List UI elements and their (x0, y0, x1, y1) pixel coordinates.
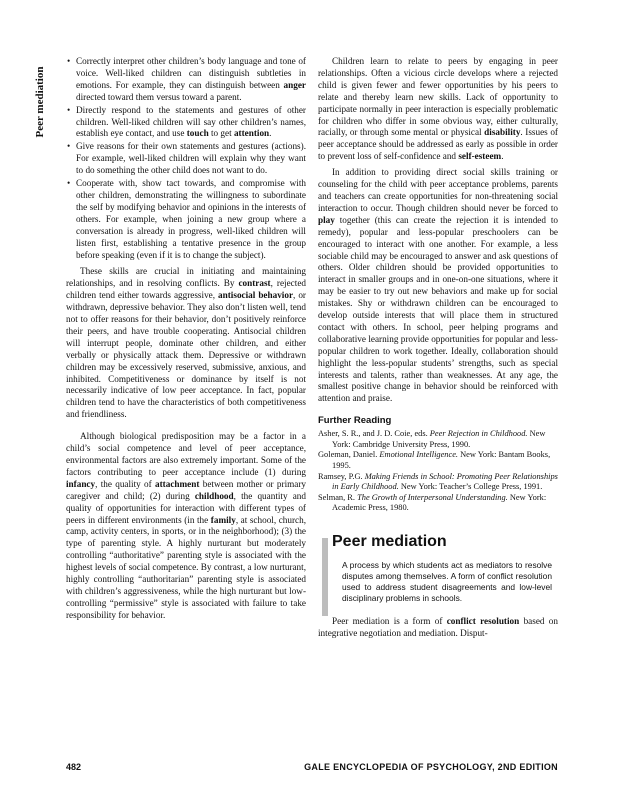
skills-list (66, 56, 306, 261)
paragraph: In addition to providing direct social skills training or counseling for the child with peer acceptance problems, parents and teachers can create opportunities for non-threatening social interaction to occur. Though children should never be forced to play together (this can create the rejection it is intended to remedy), popular and less-popular preschoolers can be encouraged to interact with one another. For example, a less sociable child may be encouraged to answer and ask questions of others. Older children should be provided opportunities to interact in smaller groups and in one-on-one situations, where it may be easier to try out new behaviors and make up for social mistakes. Shy or withdrawn children can be encouraged to develop outside interests that will place them in structured contact with others. In school, peer helping programs and collaborative learning provide opportunities for popular and less-popular children to work together. Ideally, collaboration should highlight the less-popular students’ strengths, such as special interests and talents, rather than weaknesses. At any age, the smallest positive change in behavior should be reinforced with attention and praise. (318, 167, 558, 404)
list-item: • Give reasons for their own statements and gestures (actions). For example, well-liked children will explain why they want to do something the other child does not want to do. (67, 141, 306, 176)
paragraph: Children learn to relate to peers by engaging in peer relationships. Often a vicious circle develops where a rejected child is given fewer and fewer opportunities by his peers to relate and thereby learn new skills. Lack of opportunity to participate normally in peer interaction is especially problematic for children who differ in some obvious way, either culturally, racially, or through some mental or physical disability. Issues of peer acceptance should be addressed as early as possible in order to prevent loss of self-confidence and self-esteem. (318, 56, 558, 162)
reference-item: Selman, R. The Growth of Interpersonal Understanding. New York: Academic Press, 1980. (318, 492, 547, 513)
bullet-icon: • (67, 56, 71, 66)
publication-title: GALE ENCYCLOPEDIA OF PSYCHOLOGY, 2ND EDITION (304, 762, 558, 772)
paragraph: These skills are crucial in initiating and maintaining relationships, and in resolving conflicts. By contrast, rejected children tend either towards aggressive, antisocial behavior, or withdrawn, depressive behavior. They also don’t listen well, tend not to offer reasons for their behavior, don’t positively reinforce their peers, and have trouble cooperating. Antisocial children will interrupt people, dominate other children, and either verbally or physically attack them. Depressive or withdrawn children may be excessively reserved, submissive, anxious, and inhibited. Competitiveness or dominance by itself is not necessarily indicative of low peer acceptance. In fact, popular children tend to have the characteristics of both competitiveness and friendliness. (66, 266, 306, 420)
list-item: • Correctly interpret other children’s body language and tone of voice. Well-liked children can distinguish subtleties in emotions. For example, they can distinguish between anger directed toward them versus toward a parent. (67, 56, 306, 102)
entry-header (332, 532, 558, 612)
bullet-icon: • (67, 141, 71, 152)
page-number: 482 (66, 762, 82, 772)
further-reading-heading: Further Reading (318, 415, 392, 427)
right-column (318, 56, 558, 640)
sidebar-tab (34, 62, 48, 142)
reference-item: Ramsey, P.G. Making Friends in School: Promoting Peer Relationships in Early Childhood. New York: Teacher’s College Press, 1991. (318, 471, 558, 492)
sidebar-label: Peer mediation (34, 66, 46, 138)
list-item: • Directly respond to the statements and gestures of other children. Well-liked children will say other children’s names, establish eye contact, and use touch to get attention. (67, 104, 306, 139)
left-column (66, 56, 306, 622)
entry-marker-bar (322, 538, 328, 616)
reference-list (318, 429, 558, 514)
entry-definition: A process by which students act as mediators to resolve disputes among themselves. A form of conflict resolution used to address student disagreements and low-level disciplinary problems in schools. (342, 559, 552, 603)
page-footer (66, 762, 558, 776)
bullet-icon: • (67, 178, 71, 189)
entry-title: Peer mediation (332, 532, 447, 550)
paragraph: Although biological predisposition may be a factor in a child’s social competence and level of peer acceptance, environmental factors are also extremely important. Some of the factors contributing to peer acceptance include (1) during infancy, the quality of attachment between mother or primary caregiver and child; (2) during childhood, the quantity and quality of opportunities for interaction with different types of peers in different environments (in the family, at school, church, camp, activity centers, in sports, or in the neighborhood); (3) the type of parenting style. A highly nurturant but moderately controlling “authoritative” parenting style is associated with the highest levels of social competence. By contrast, a low nurturant, highly controlling “authoritarian” parenting style is associated with children’s aggressiveness, while the high nurturant but low-controlling “permissive” style is associated with failure to take responsibility for behavior. (66, 431, 306, 620)
bullet-icon: • (67, 104, 71, 115)
reference-item: Goleman, Daniel. Emotional Intelligence. New York: Bantam Books, 1995. (318, 450, 551, 470)
paragraph: Peer mediation is a form of conflict resolution based on integrative negotiation and mediation. Disput- (318, 615, 558, 638)
list-item: • Cooperate with, show tact towards, and compromise with other children, demonstrating the willingness to subordinate the self by modifying behavior and opinions in the interests of others. For example, when joining a new group where a conversation is already in progress, well-liked children will listen first, establishing a tentative presence in the group before speaking (even if it is to change the subject). (67, 178, 306, 260)
reference-item: Asher, S. R., and J. D. Coie, eds. Peer Rejection in Childhood. New York: Cambridge University Press, 1990. (318, 429, 546, 449)
